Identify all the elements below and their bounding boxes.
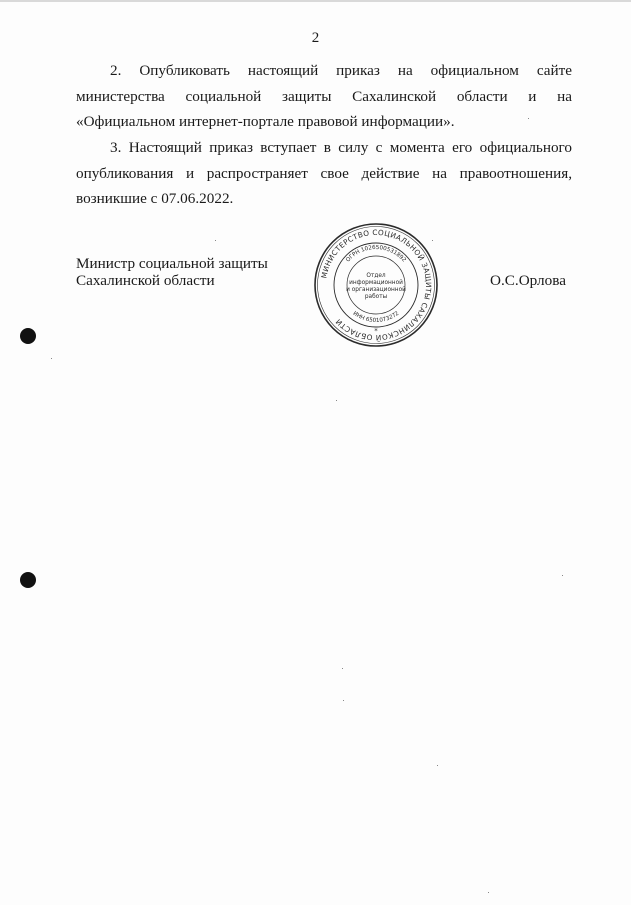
- signatory-position-line-2: Сахалинской области: [76, 272, 215, 289]
- svg-text:ОГРН 1026500531892: ОГРН 1026500531892: [345, 244, 407, 264]
- paragraph-3: 3. Настоящий приказ вступает в силу с момента его официального опубликования и распространяет свое действие на правоотношения, возникшие с 07.06.2022.: [76, 139, 572, 207]
- scan-speck: [437, 765, 438, 766]
- scan-edge: [0, 0, 631, 2]
- scan-speck: [336, 400, 337, 401]
- paragraph-2: 2. Опубликовать настоящий приказ на официальном сайте министерства социальной защиты Сахалинской области и на «Официальном интернет-портале правовой информации».: [76, 62, 572, 130]
- scan-speck: [562, 575, 563, 576]
- signatory-position-line-1: Министр социальной защиты: [76, 255, 268, 272]
- scan-speck: [432, 240, 433, 241]
- svg-text:работы: работы: [364, 294, 388, 300]
- svg-text:Отдел: Отдел: [366, 273, 386, 279]
- scan-speck: [342, 668, 343, 669]
- svg-text:ИНН 6501073272: ИНН 6501073272: [351, 310, 401, 325]
- scan-speck: [343, 700, 344, 701]
- official-seal-stamp: [313, 222, 439, 348]
- scan-speck: [488, 892, 489, 893]
- punch-hole: [20, 328, 36, 344]
- signatory-name: О.С.Орлова: [490, 272, 566, 289]
- scan-speck: [51, 358, 52, 359]
- scan-speck: [215, 240, 216, 241]
- scan-speck: [528, 118, 529, 119]
- svg-text:*: *: [374, 327, 378, 335]
- punch-hole: [20, 572, 36, 588]
- svg-text:и организационной: и организационной: [346, 287, 406, 293]
- page-number: 2: [311, 30, 320, 46]
- signatory-position: [76, 255, 268, 289]
- svg-text:информационной: информационной: [349, 280, 403, 286]
- svg-text:МИНИСТЕРСТВО СОЦИАЛЬНОЙ ЗАЩИТЫ: МИНИСТЕРСТВО СОЦИАЛЬНОЙ ЗАЩИТЫ САХАЛИНСКОЙ ОБЛАСТИ: [319, 227, 434, 343]
